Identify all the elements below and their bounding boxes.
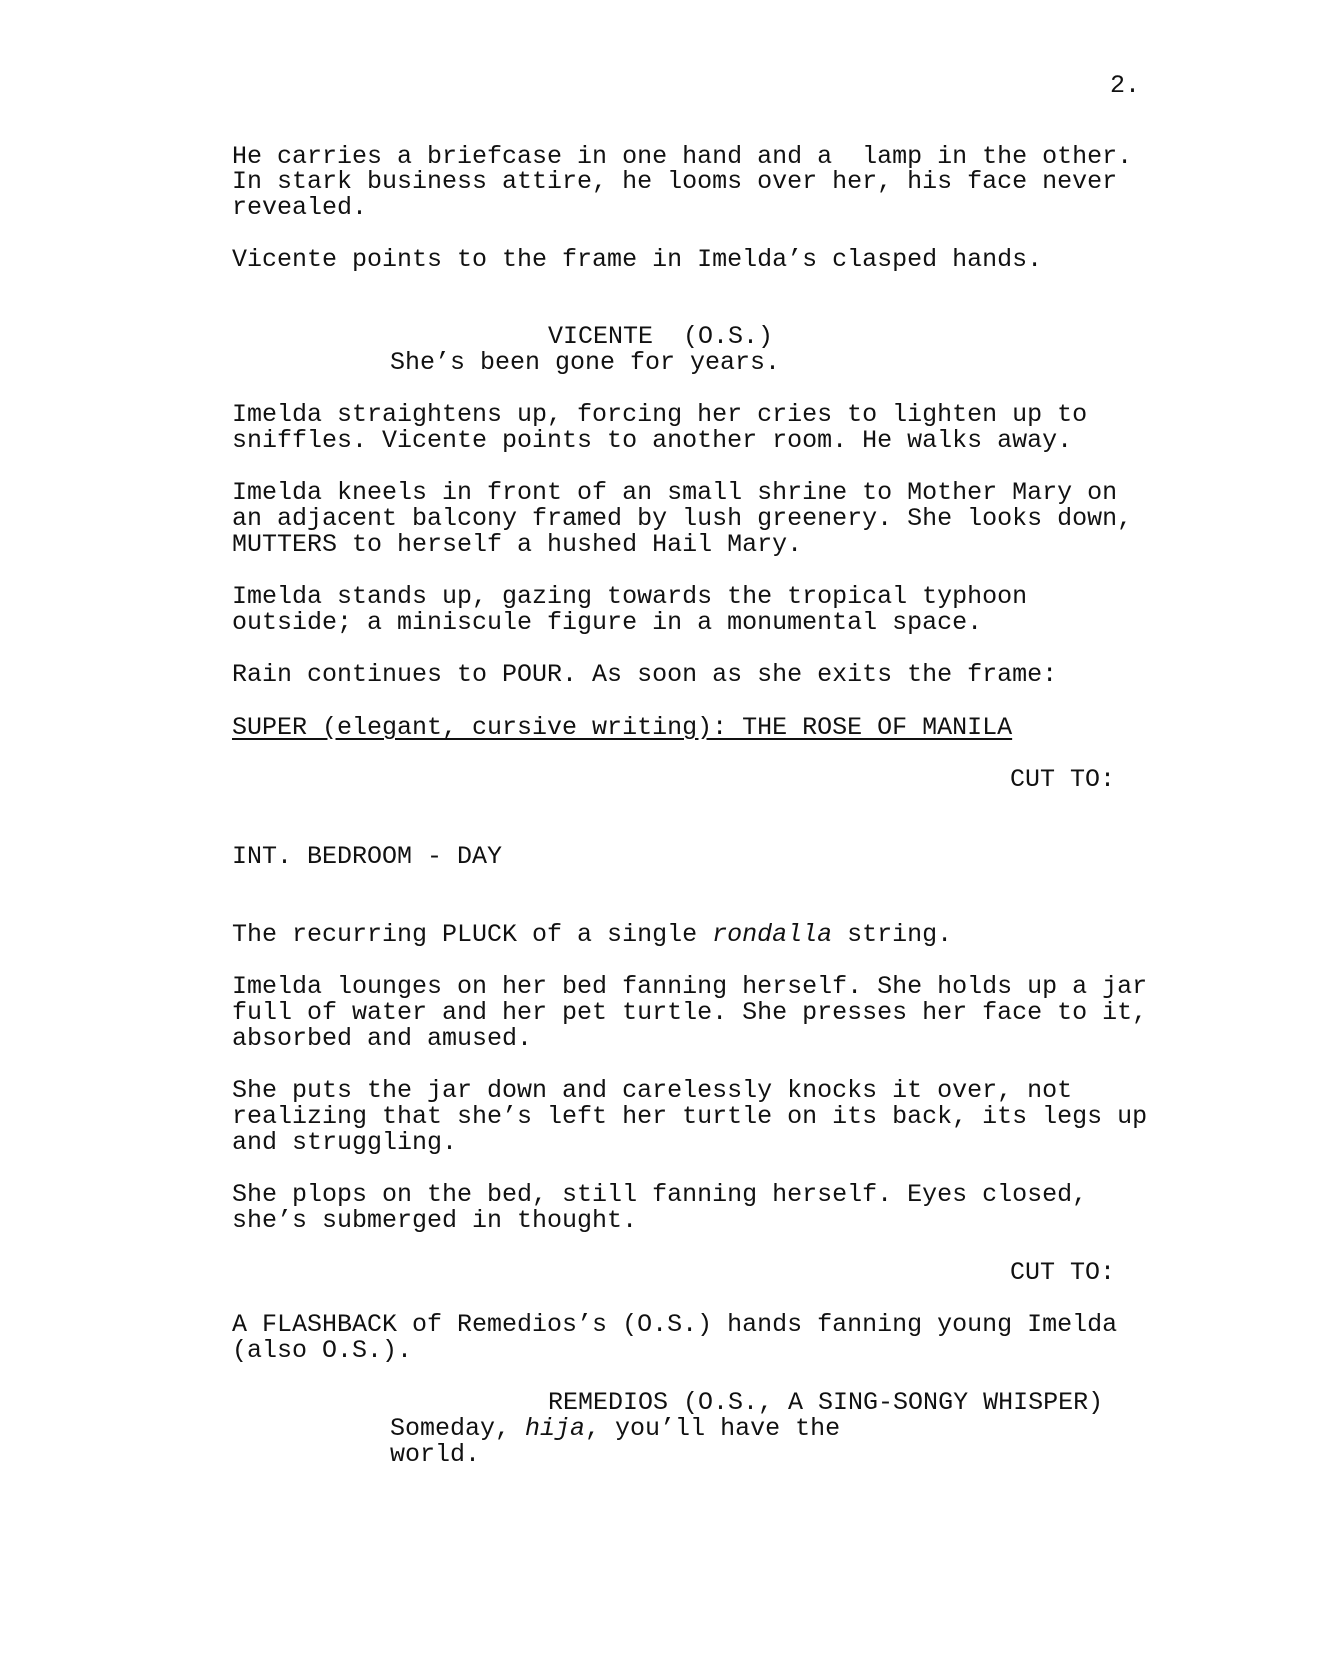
page-number: 2. <box>1110 71 1141 100</box>
action-line: she’s submerged in thought. <box>232 1206 638 1235</box>
action-line: absorbed and amused. <box>232 1024 533 1053</box>
action-line: He carries a briefcase in one hand and a lamp in the other. <box>232 142 1133 171</box>
action-line: and struggling. <box>232 1128 458 1157</box>
action-line: Imelda straightens up, forcing her cries to lighten up to <box>232 400 1088 429</box>
action-line: Imelda lounges on her bed fanning herself. She holds up a jar <box>232 972 1148 1001</box>
dialogue-line: She’s been gone for years. <box>390 348 781 377</box>
action-line <box>232 921 952 948</box>
action-line: sniffles. Vicente points to another room. He walks away. <box>232 426 1073 455</box>
action-line: A FLASHBACK of Remedios’s (O.S.) hands fanning young Imelda <box>232 1310 1118 1339</box>
scene-heading: INT. BEDROOM - DAY <box>232 842 503 871</box>
action-line: She puts the jar down and carelessly knocks it over, not <box>232 1076 1073 1105</box>
transition: CUT TO: <box>1010 765 1116 794</box>
character-name: VICENTE (O.S.) <box>548 322 774 351</box>
action-line: (also O.S.). <box>232 1336 413 1365</box>
action-line: She plops on the bed, still fanning herself. Eyes closed, <box>232 1180 1088 1209</box>
action-text: string. <box>832 920 953 949</box>
action-line: MUTTERS to herself a hushed Hail Mary. <box>232 530 803 559</box>
action-line: an adjacent balcony framed by lush greenery. She looks down, <box>232 504 1133 533</box>
dialogue-line <box>390 1415 840 1442</box>
action-line: outside; a miniscule figure in a monumental space. <box>232 608 983 637</box>
action-line: Vicente points to the frame in Imelda’s clasped hands. <box>232 245 1043 274</box>
action-line: In stark business attire, he looms over her, his face never <box>232 167 1118 196</box>
dialogue-text: Someday, <box>390 1414 526 1443</box>
italic-word: rondalla <box>712 920 833 949</box>
italic-word: hija <box>525 1414 586 1443</box>
dialogue-line: world. <box>390 1440 481 1469</box>
super-title: SUPER (elegant, cursive writing): THE ROSE OF MANILA <box>232 713 1013 742</box>
action-line: realizing that she’s left her turtle on its back, its legs up <box>232 1102 1148 1131</box>
dialogue-text: , you’ll have the <box>585 1414 841 1443</box>
transition: CUT TO: <box>1010 1258 1116 1287</box>
action-line: Rain continues to POUR. As soon as she exits the frame: <box>232 660 1058 689</box>
action-line: revealed. <box>232 193 368 222</box>
character-name: REMEDIOS (O.S., A SING-SONGY WHISPER) <box>548 1388 1104 1417</box>
action-line: full of water and her pet turtle. She presses her face to it, <box>232 998 1148 1027</box>
action-line: Imelda stands up, gazing towards the tropical typhoon <box>232 582 1028 611</box>
action-line: Imelda kneels in front of an small shrine to Mother Mary on <box>232 478 1118 507</box>
action-text: The recurring PLUCK of a single <box>232 920 713 949</box>
